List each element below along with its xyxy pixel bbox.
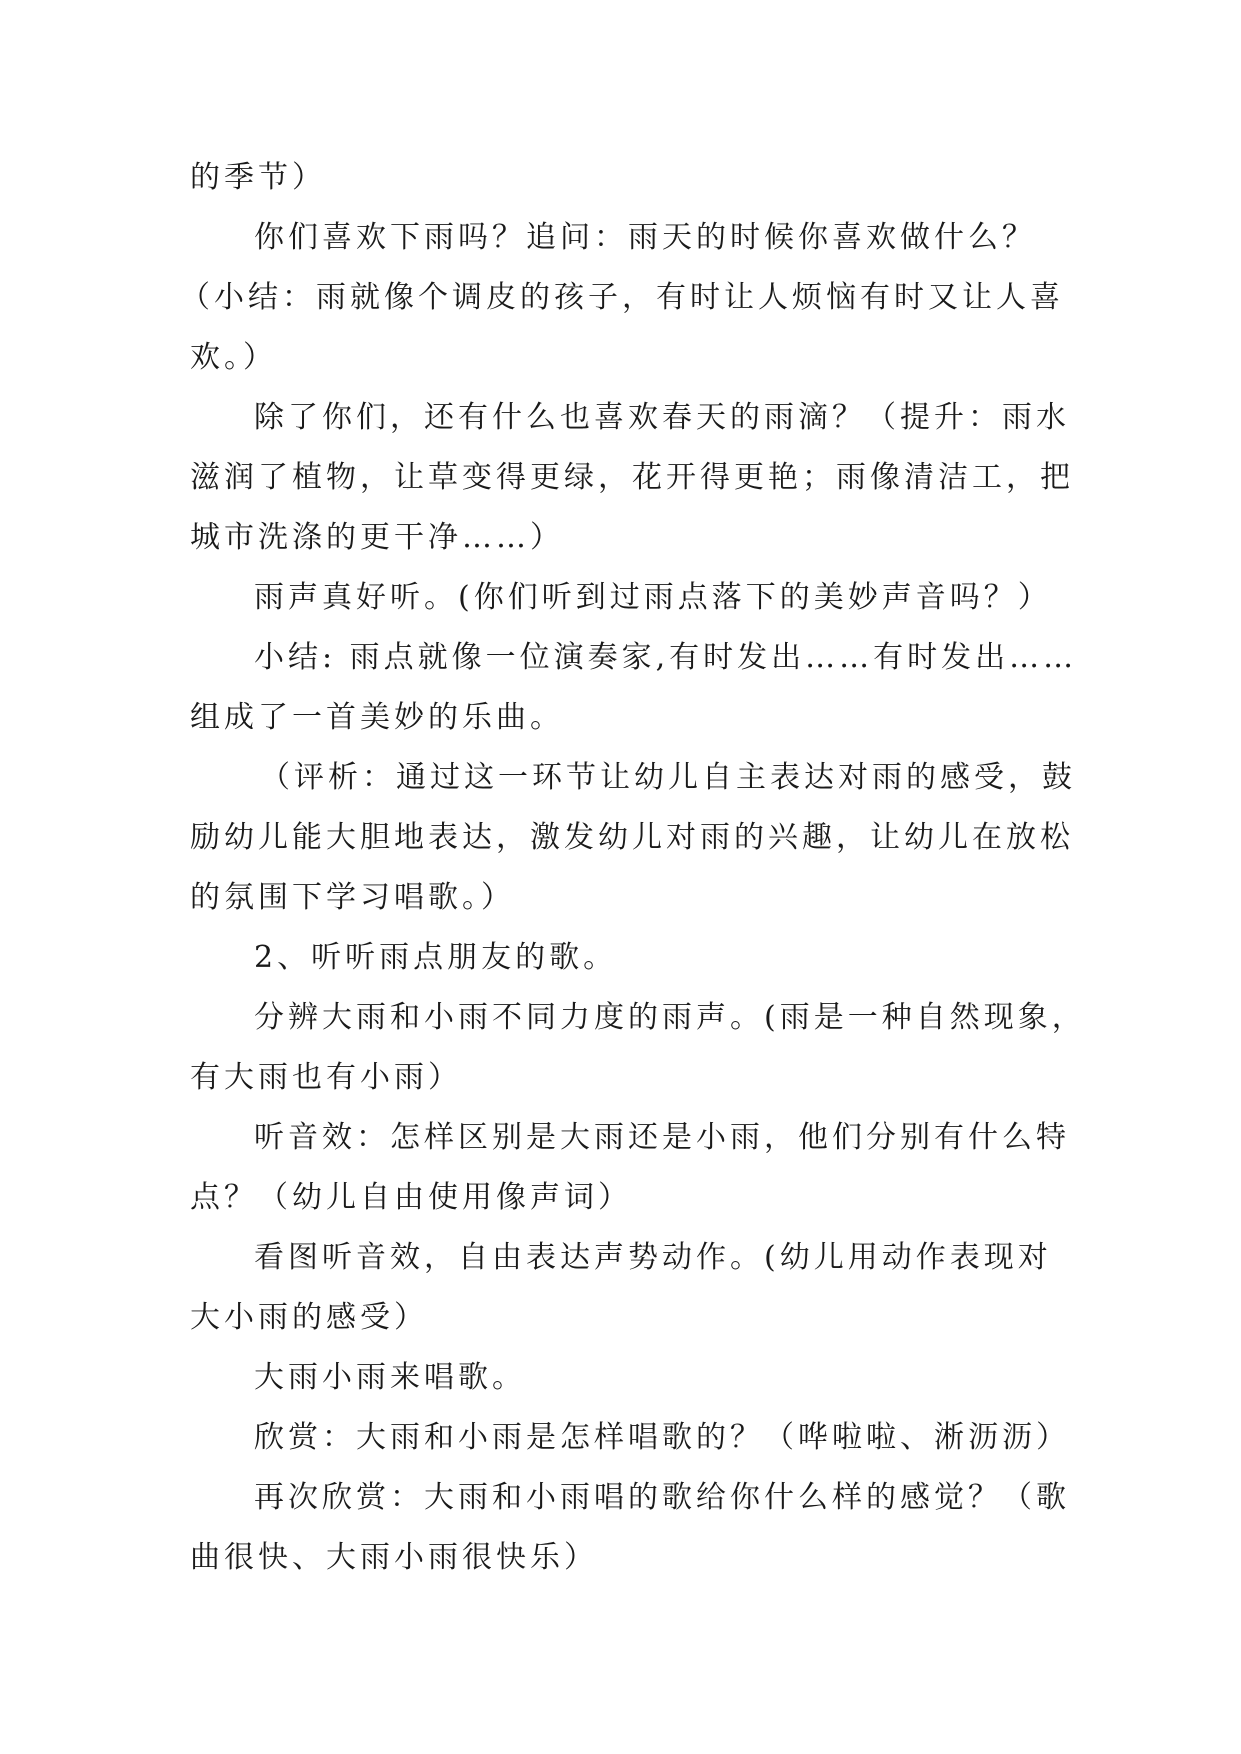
paragraph-line: 再次欣赏：大雨和小雨唱的歌给你什么样的感觉？（歌 bbox=[254, 1480, 1070, 1515]
paragraph-line: 滋润了植物，让草变得更绿，花开得更艳；雨像清洁工，把 bbox=[190, 460, 1074, 495]
paragraph-line: 的氛围下学习唱歌。） bbox=[190, 880, 515, 915]
paragraph-line: 雨声真好听。(你们听到过雨点落下的美妙声音吗？） bbox=[254, 580, 1052, 615]
section-heading: 2、听听雨点朋友的歌。 bbox=[254, 940, 618, 975]
paragraph-line: 大小雨的感受） bbox=[190, 1300, 428, 1335]
paragraph-line: 看图听音效，自由表达声势动作。(幼儿用动作表现对 bbox=[254, 1240, 1052, 1275]
paragraph-line: （评析：通过这一环节让幼儿自主表达对雨的感受，鼓 bbox=[260, 760, 1076, 795]
paragraph-line: 听音效：怎样区别是大雨还是小雨，他们分别有什么特 bbox=[254, 1120, 1070, 1155]
paragraph-line: 有大雨也有小雨） bbox=[190, 1060, 462, 1095]
paragraph-line: 大雨小雨来唱歌。 bbox=[254, 1360, 526, 1395]
paragraph-line: 城市洗涤的更干净……） bbox=[190, 520, 564, 555]
paragraph-line: 分辨大雨和小雨不同力度的雨声。(雨是一种自然现象， bbox=[254, 1000, 1086, 1035]
paragraph-line: 组成了一首美妙的乐曲。 bbox=[190, 700, 564, 735]
document-body bbox=[180, 148, 1086, 1588]
paragraph-line: （小结：雨就像个调皮的孩子，有时让人烦恼有时又让人喜 bbox=[180, 280, 1064, 315]
paragraph-line: 励幼儿能大胆地表达，激发幼儿对雨的兴趣，让幼儿在放松 bbox=[190, 820, 1074, 855]
paragraph-line: 点？（幼儿自由使用像声词） bbox=[190, 1180, 632, 1215]
paragraph-line: 小结: 雨点就像一位演奏家,有时发出……有时发出…… bbox=[254, 640, 1078, 675]
paragraph-line: 曲很快、大雨小雨很快乐） bbox=[190, 1540, 598, 1575]
paragraph-line: 的季节） bbox=[190, 160, 326, 195]
paragraph-line: 欢。） bbox=[190, 340, 277, 375]
paragraph-line: 你们喜欢下雨吗？追问：雨天的时候你喜欢做什么？ bbox=[254, 220, 1036, 255]
paragraph-line: 欣赏：大雨和小雨是怎样唱歌的？（哗啦啦、淅沥沥） bbox=[254, 1420, 1070, 1455]
paragraph-line: 除了你们，还有什么也喜欢春天的雨滴？（提升：雨水 bbox=[254, 400, 1070, 435]
